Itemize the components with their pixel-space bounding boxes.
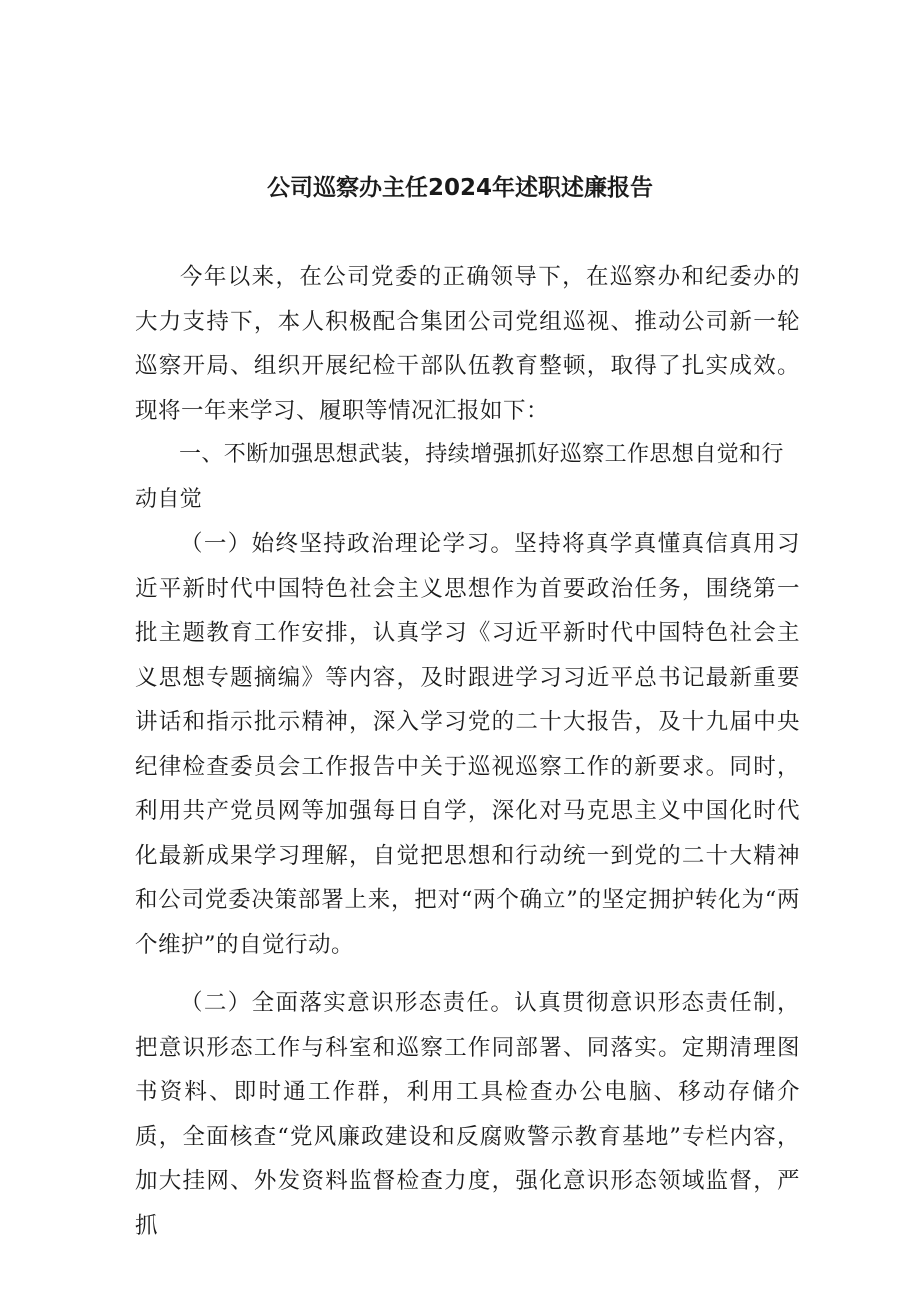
section-1-heading: 一、不断加强思想武装，持续增强抓好巡察工作思想自觉和行动自觉 — [135, 442, 784, 512]
intro-paragraph: 今年以来，在公司党委的正确领导下，在巡察办和纪委办的大力支持下，本人积极配合集团公司党组巡视、推动公司新一轮巡察开局、组织开展纪检干部队伍教育整顿，取得了扎实成效。现将一年来学习、履职等情况汇报如下： — [135, 264, 800, 424]
paragraph-spacer — [135, 967, 800, 981]
document-title: 公司巡察办主任2024年述职述廉报告 — [266, 175, 653, 201]
document-body — [135, 255, 800, 1248]
subsection-1-paragraph: （一）始终坚持政治理论学习。坚持将真学真懂真信真用习近平新时代中国特色社会主义思想作为首要政治任务，围绕第一批主题教育工作安排，认真学习《习近平新时代中国特色社会主义思想专题摘编》等内容，及时跟进学习习近平总书记最新重要讲话和指示批示精神，深入学习党的二十大报告，及十九届中央纪律检查委员会工作报告中关于巡视巡察工作的新要求。同时，利用共产党员网等加强每日自学，深化对马克思主义中国化时代化最新成果学习理解，自觉把思想和行动统一到党的二十大精神和公司党委决策部署上来，把对“两个确立”的坚定拥护转化为“两个维护”的自觉行动。 — [135, 531, 800, 958]
subsection-2-paragraph: （二）全面落实意识形态责任。认真贯彻意识形态责任制，把意识形态工作与科室和巡察工作同部署、同落实。定期清理图书资料、即时通工作群，利用工具检查办公电脑、移动存储介质，全面核查“党风廉政建设和反腐败警示教育基地”专栏内容，加大挂网、外发资料监督检查力度，强化意识形态领域监督，严抓 — [135, 990, 800, 1239]
